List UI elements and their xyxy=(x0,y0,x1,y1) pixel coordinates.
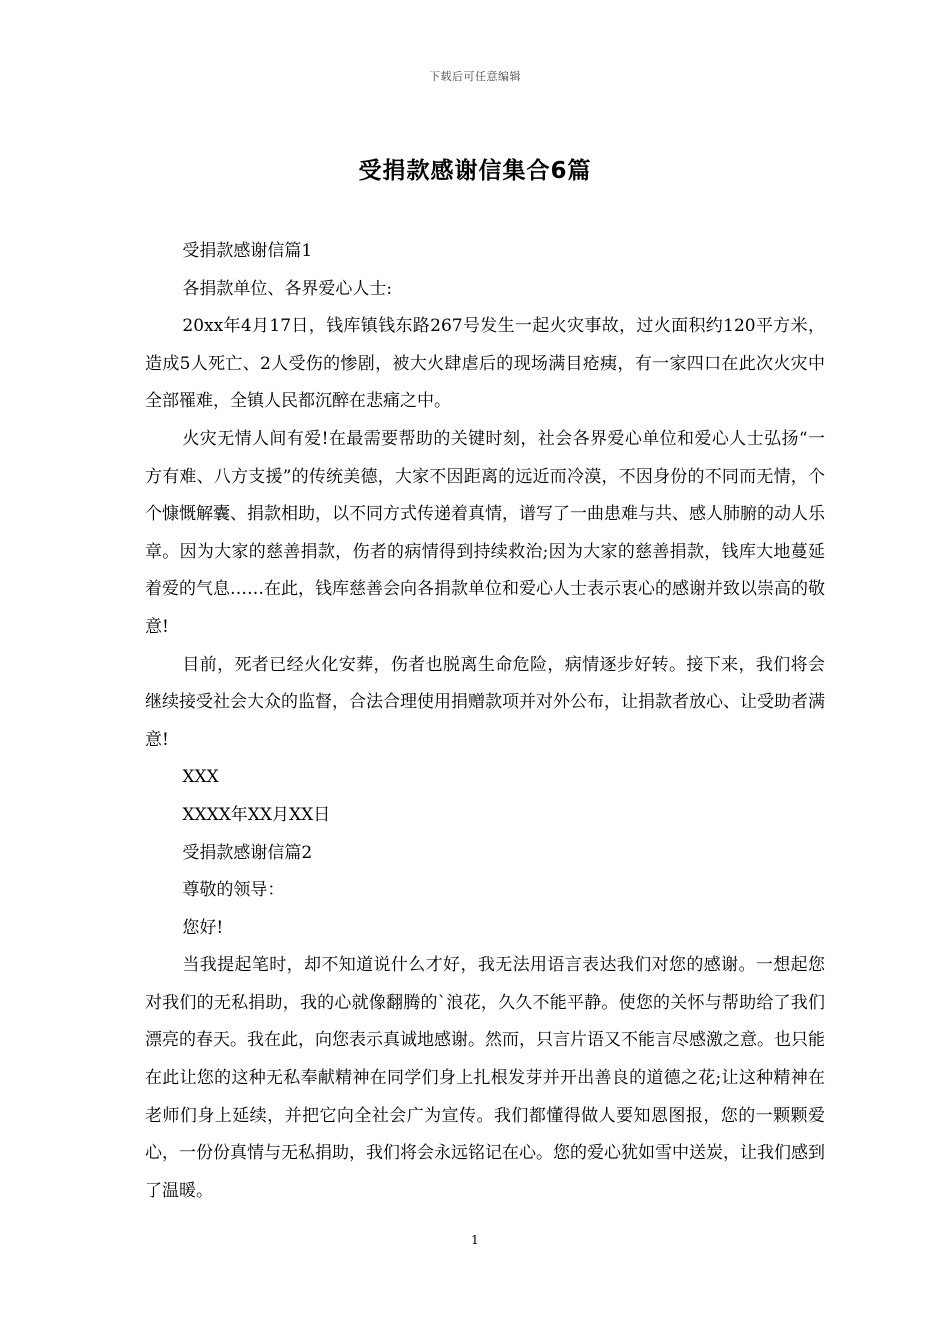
signature: XXX xyxy=(182,767,219,788)
paragraph: 火灾无情人间有爱!在最需要帮助的关键时刻，社会各界爱心单位和爱心人士弘扬“一方有难、八方支援”的传统美德，大家不因距离的远近而冷漠，不因身份的不同而无情，个个慷慨解囊、捐款相助，以不同方式传递着真情，谱写了一曲患难与共、感人肺腑的动人乐章。因为大家的慈善捐款，伤者的病情得到持续救治;因为大家的慈善捐款，钱库大地蔓延着爱的气息……在此，钱库慈善会向各捐款单位和爱心人士表示衷心的感谢并致以崇高的敬意! xyxy=(145,428,825,637)
paragraph: 当我提起笔时，却不知道说什么才好，我无法用语言表达我们对您的感谢。一想起您对我们的无私捐助，我的心就像翻腾的`浪花，久久不能平静。使您的关怀与帮助给了我们漂亮的春天。我在此，向您表示真诚地感谢。然而，只言片语又不能言尽感激之意。也只能在此让您的这种无私奉献精神在同学们身上扎根发芽并开出善良的道德之花;让这种精神在老师们身上延续，并把它向全社会广为宣传。我们都懂得做人要知恩图报，您的一颗颗爱心，一份份真情与无私捐助，我们将会永远铭记在心。您的爱心犹如雪中送炭，让我们感到了温暖。 xyxy=(145,955,825,1201)
paragraph: 目前，死者已经火化安葬，伤者也脱离生命危险，病情逐步好转。接下来，我们将会继续接受社会大众的监督，合法合理使用捐赠款项并对外公布，让捐款者放心、让受助者满意! xyxy=(145,654,825,750)
page-number: 1 xyxy=(471,1233,479,1247)
document-body xyxy=(145,233,825,1210)
salutation-2: 尊敬的领导： xyxy=(182,880,285,901)
paragraph: 20xx年4月17日，钱库镇钱东路267号发生一起火灾事故，过火面积约120平方米，造成5人死亡、2人受伤的惨剧，被大火肆虐后的现场满目疮痍，有一家四口在此次火灾中全部罹难，全镇人民都沉醉在悲痛之中。 xyxy=(145,316,825,412)
salutation-1: 各捐款单位、各界爱心人士: xyxy=(182,278,393,299)
greeting: 您好! xyxy=(182,917,224,938)
section-heading-2: 受捐款感谢信篇2 xyxy=(182,842,313,863)
signature-date: XXXX年XX月XX日 xyxy=(182,804,331,825)
page-title: 受捐款感谢信集合6篇 xyxy=(358,158,592,184)
section-heading-1: 受捐款感谢信篇1 xyxy=(182,241,313,261)
header-note: 下载后可任意编辑 xyxy=(429,70,521,83)
